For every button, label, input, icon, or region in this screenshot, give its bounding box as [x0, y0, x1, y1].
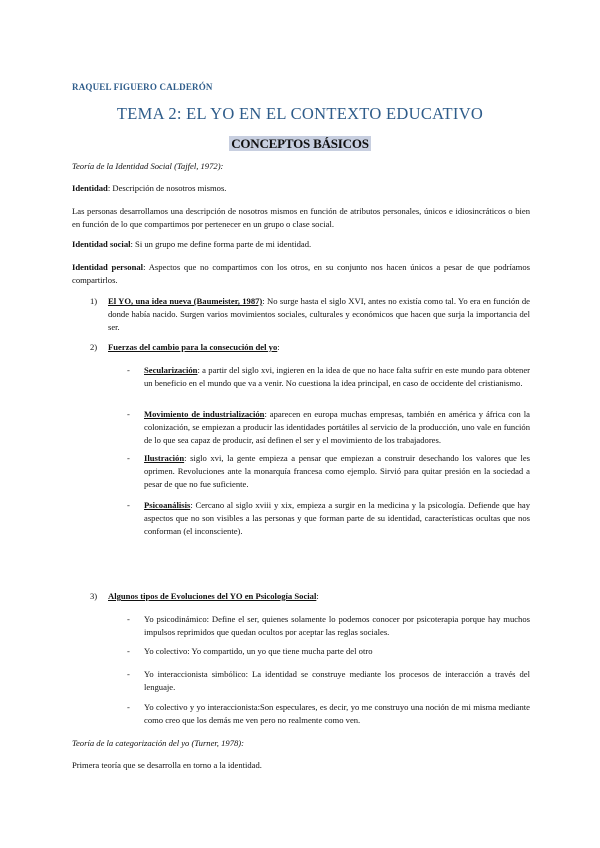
list-item-psicoanalisis	[144, 499, 530, 538]
bullet-dash: -	[127, 409, 130, 419]
list-item-fuerzas-cambio	[108, 341, 530, 354]
term: Fuerzas del cambio para la consecución del yo	[108, 342, 278, 352]
paragraph-personas: Las personas desarrollamos una descripción de nosotros mismos en función de atributos personales, únicos e idiosincráticos o bien en función de lo que compartimos por pertenecer en un grupo o clase social.	[72, 206, 530, 229]
definition-identidad-social	[72, 238, 530, 251]
definition-identidad-personal	[72, 261, 530, 287]
theory-heading-categorization: Teoría de la categorización del yo (Turner, 1978):	[72, 738, 245, 748]
list-item-ilustracion	[144, 452, 530, 491]
term: Movimiento de industrialización	[144, 409, 265, 419]
author-name: RAQUEL FIGUERO CALDERÓN	[72, 82, 213, 92]
definition: : Aspectos que no compartimos con los otros, en su conjunto nos hacen únicos a pesar de que podríamos compartirlos.	[72, 262, 531, 285]
list-item-industrializacion	[144, 408, 530, 447]
bullet-dash: -	[127, 614, 130, 624]
definition: :	[316, 591, 319, 601]
term: Secularización	[144, 365, 198, 375]
definition-identidad	[72, 182, 530, 195]
list-item-yo-colectivo-interaccionista: Yo colectivo y yo interaccionista:Son especulares, es decir, yo me construyo una noción de mi misma mediante como creo que los demás me ven pero no realmente como ven.	[144, 702, 530, 725]
list-item-yo-colectivo: Yo colectivo: Yo compartido, un yo que tiene mucha parte del otro	[144, 646, 373, 656]
term: Psicoanálisis	[144, 500, 191, 510]
bullet-dash: -	[127, 702, 130, 712]
definition: : Cercano al siglo xviii y xix, empieza a surgir en la medicina y la psicología. Defiende que hay aspectos que no son visibles a las personas y que forman parte de su identidad, características ocultas que nos conforman (el inconsciente).	[144, 500, 530, 536]
definition: : aparecen en europa muchas empresas, también en américa y áfrica con la colonización, se empiezan a producir las identidades portátiles al servicio de la producción, uno vale en función de lo que sea capaz de producir, así definen el ser y el movimiento de los trabajadores.	[144, 409, 530, 445]
definition: : No surge hasta el siglo XVI, antes no existía como tal. Yo era en función de donde había nacido. Surgen varios movimientos sociales, culturales y económicos que hacen que surja la importancia del ser.	[108, 296, 530, 332]
term: El YO, una idea nueva (Baumeister, 1987)	[108, 296, 263, 306]
term: Identidad social	[72, 239, 131, 249]
list-item-yo-psicodinamico: Yo psicodinámico: Define el ser, quienes solamente lo podemos conocer por psicoterapia porque hay muchos impulsos reprimidos que quedan ocultos por aceptar las reglas sociales.	[144, 614, 530, 637]
list-item-yo-interaccionista: Yo interaccionista simbólico: La identidad se construye mediante los procesos de interacción a través del lenguaje.	[144, 669, 530, 692]
definition: : siglo xvi, la gente empieza a pensar que empiezan a construir desechando los valores que les oprimen. Revoluciones ante la monarquía francesa como ejemplo. Sirvió para quitar presión en la sociedad a pesar de que no fue suficiente.	[144, 453, 530, 489]
term: Ilustración	[144, 453, 185, 463]
list-number: 3)	[90, 591, 98, 601]
bullet-dash: -	[127, 646, 130, 656]
section-heading	[0, 135, 600, 153]
term: Identidad	[72, 183, 108, 193]
term: Algunos tipos de Evoluciones del YO en Psicología Social	[108, 591, 317, 601]
bullet-dash: -	[127, 500, 130, 510]
paragraph-primera-teoria: Primera teoría que se desarrolla en torno a la identidad.	[72, 760, 262, 770]
document-title: TEMA 2: EL YO EN EL CONTEXTO EDUCATIVO	[116, 104, 484, 123]
definition: : Si un grupo me define forma parte de mi identidad.	[130, 239, 312, 249]
bullet-dash: -	[127, 453, 130, 463]
term: Identidad personal	[72, 262, 144, 272]
list-item-secularizacion	[144, 364, 530, 390]
definition: : a partir del siglo xvi, ingieren en la idea de que no hace falta sufrir en este mundo para obtener un beneficio en el mundo que va a venir. No cuestiona la idea principal, en caso de occidente del cristianismo.	[144, 365, 530, 388]
definition: :	[277, 342, 280, 352]
bullet-dash: -	[127, 669, 130, 679]
list-number: 2)	[90, 342, 98, 352]
bullet-dash: -	[127, 365, 130, 375]
definition: : Descripción de nosotros mismos.	[107, 183, 227, 193]
list-item-yo-idea-nueva	[108, 295, 530, 334]
section-heading-text: CONCEPTOS BÁSICOS	[231, 136, 369, 151]
list-number: 1)	[90, 296, 98, 306]
list-item-tipos-evoluciones	[108, 590, 530, 603]
theory-heading-identity: Teoría de la Identidad Social (Tajfel, 1972):	[72, 161, 224, 171]
